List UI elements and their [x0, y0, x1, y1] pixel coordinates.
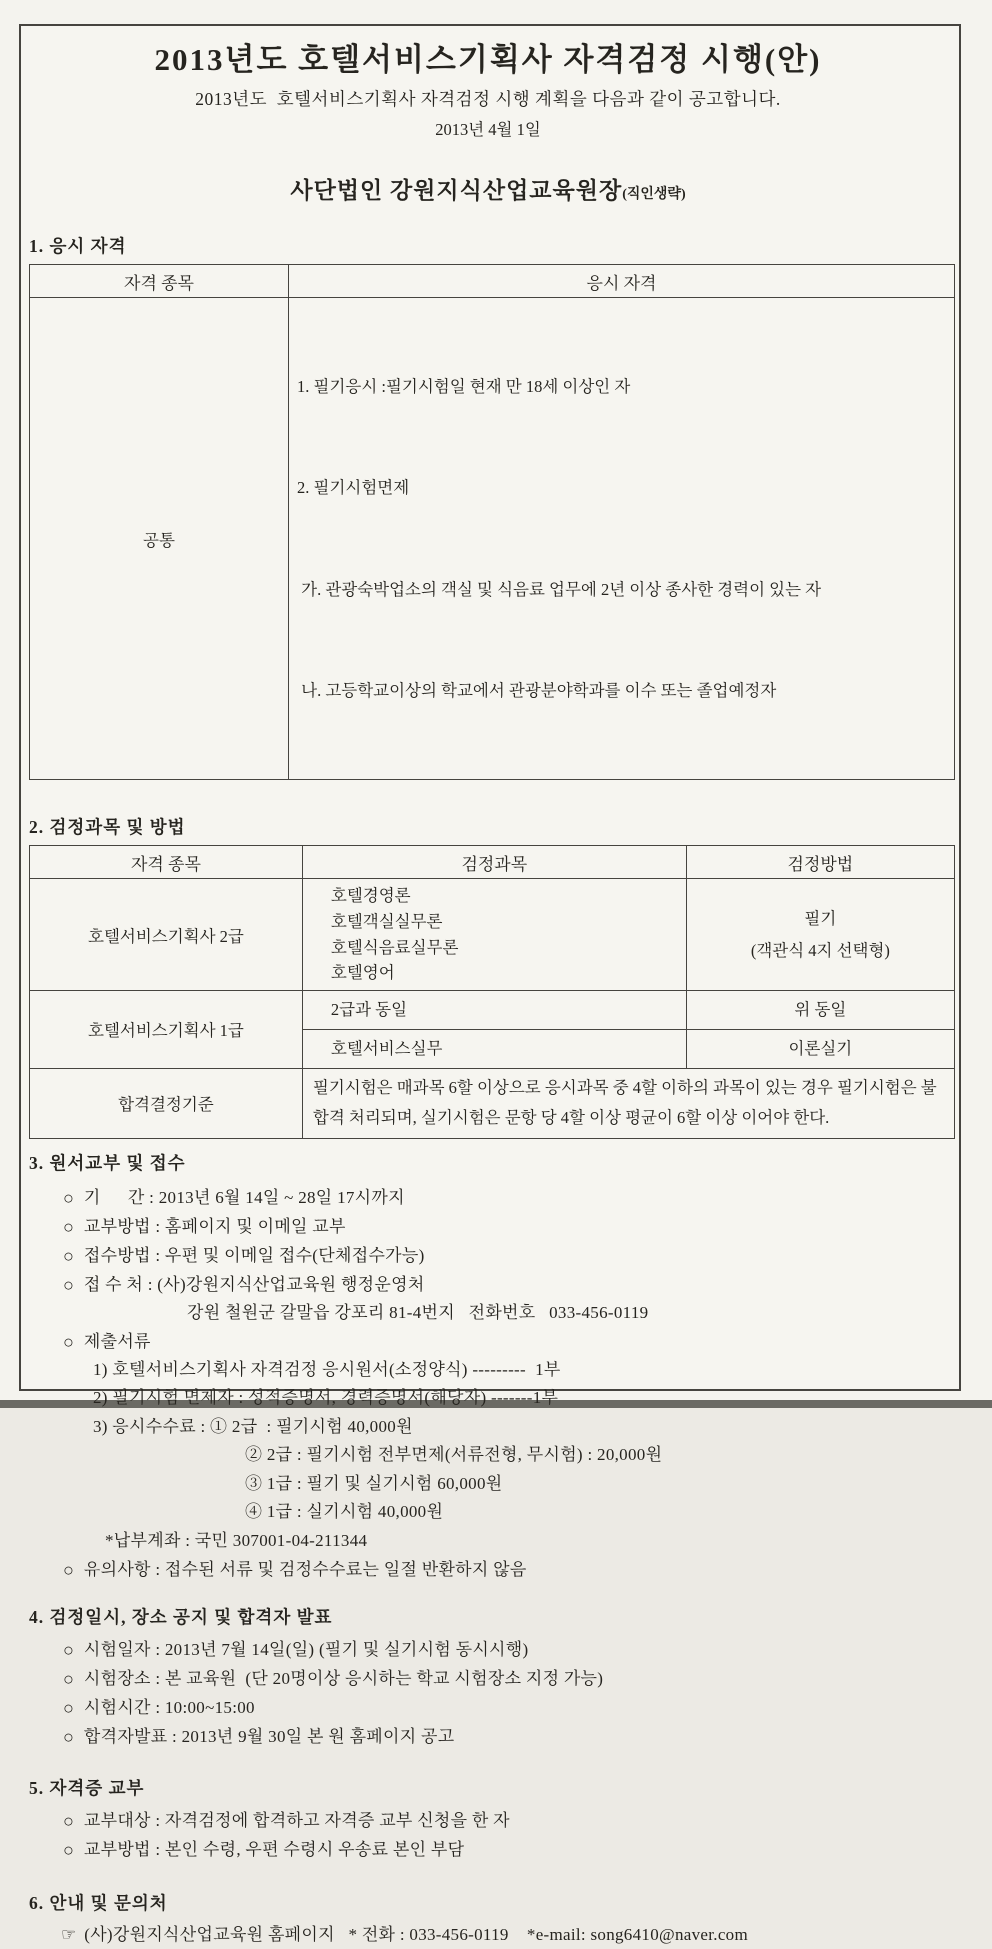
document-line: 2) 필기시험 면제자 : 성적증명서, 경력증명서(해당자) -------1부 [93, 1388, 559, 1408]
eligibility-line: 2. 필기시험면제 [297, 478, 410, 498]
document-subtitle: 2013년도 호텔서비스기획사 자격검정 시행 계획을 다음과 같이 공고합니다. [195, 89, 781, 109]
subject-line: 호텔객실실무론 [330, 911, 443, 931]
list-item-cert-method [63, 1835, 949, 1864]
list-item-notice [63, 1555, 949, 1584]
document-line: 1) 호텔서비스기획사 자격검정 응시원서(소정양식) --------- 1부 [93, 1359, 561, 1379]
header-cell-category: 자격 종목 [30, 265, 289, 298]
fee-line: ④ 1급 : 실기시험 40,000원 [245, 1502, 444, 1522]
section-5-heading: 5. 자격증 교부 [29, 1778, 145, 1799]
cert-method-text: 교부방법 : 본인 수령, 우편 수령시 우송료 본인 부담 [83, 1840, 465, 1860]
document-frame [19, 24, 961, 1945]
table-row-grade2 [30, 879, 955, 990]
notice-text: 유의사항 : 접수된 서류 및 검정수수료는 일절 반환하지 않음 [83, 1560, 527, 1580]
header-cell-method: 검정방법 [686, 846, 954, 879]
list-item-cert-target [63, 1806, 949, 1835]
period-text: 기 간 : 2013년 6월 14일 ~ 28일 17시까지 [83, 1187, 405, 1207]
subject-line: 호텔경영론 [330, 886, 411, 906]
cell-grade1-subject-a: 2급과 동일 [302, 990, 686, 1029]
circle-bullet: ○ [63, 1245, 74, 1266]
cell-eligibility-details [289, 298, 955, 780]
announcement-date: 2013년 4월 1일 [435, 120, 541, 139]
payment-account-line: *납부계좌 : 국민 307001-04-211344 [105, 1530, 368, 1550]
list-item-results [63, 1722, 949, 1751]
cell-grade1-subject-b: 호텔서비스실무 [302, 1029, 686, 1068]
circle-bullet: ○ [63, 1698, 74, 1719]
cell-common-label: 공통 [30, 298, 289, 780]
cell-criteria-label: 합격결정기준 [30, 1068, 303, 1138]
list-item-office [63, 1270, 949, 1299]
circle-bullet: ○ [63, 1640, 74, 1661]
subjects-methods-table [29, 845, 955, 1138]
cert-target-text: 교부대상 : 자격검정에 합격하고 자격증 교부 신청을 한 자 [83, 1811, 510, 1831]
section-4-items [27, 1635, 949, 1751]
office-address-line: 강원 철원군 갈말읍 강포리 81-4번지 전화번호 033-456-0119 [187, 1302, 649, 1322]
subject-line: 호텔영어 [330, 963, 395, 983]
list-item-apply-method [63, 1241, 949, 1270]
circle-bullet: ○ [63, 1811, 74, 1832]
contact-text: (사)강원지식산업교육원 홈페이지 * 전화 : 033-456-0119 *e-mail: song6410@naver.com [84, 1925, 748, 1945]
cell-grade2-subjects [302, 879, 686, 990]
contact-line [61, 1921, 949, 1949]
section-3-heading: 3. 원서교부 및 접수 [29, 1152, 186, 1173]
document-line: 3) 응시수수료 : ① 2급 : 필기시험 40,000원 [93, 1416, 413, 1436]
section-4-heading: 4. 검정일시, 장소 공지 및 합격자 발표 [29, 1607, 333, 1628]
issue-method-text: 교부방법 : 홈페이지 및 이메일 교부 [83, 1216, 346, 1236]
circle-bullet: ○ [63, 1187, 74, 1208]
method-line: (객관식 4지 선택형) [750, 940, 890, 960]
documents-label: 제출서류 [83, 1331, 151, 1351]
header-cell-eligibility: 응시 자격 [289, 265, 955, 298]
eligibility-line: 나. 고등학교이상의 학교에서 관광분야학과를 이수 또는 졸업예정자 [297, 680, 777, 700]
section-1-heading: 1. 응시 자격 [29, 236, 127, 256]
list-item-issue-method [63, 1212, 949, 1241]
cell-grade2-method [686, 879, 954, 990]
circle-bullet: ○ [63, 1727, 74, 1748]
cell-grade1-method-b: 이론실기 [686, 1029, 954, 1068]
circle-bullet: ○ [63, 1274, 74, 1295]
exam-date-text: 시험일자 : 2013년 7월 14일(일) (필기 및 실기시험 동시시행) [83, 1640, 529, 1660]
eligibility-line: 1. 필기응시 :필기시험일 현재 만 18세 이상인 자 [297, 376, 631, 396]
list-item-period [63, 1183, 949, 1212]
table-row [30, 298, 955, 780]
table-header-row [30, 265, 955, 298]
list-item-exam-date [63, 1635, 949, 1664]
circle-bullet: ○ [63, 1840, 74, 1861]
cell-criteria-text: 필기시험은 매과목 6할 이상으로 응시과목 중 4할 이하의 과목이 있는 경우 필기시험은 불합격 처리되며, 실기시험은 문항 당 4할 이상 평균이 6할 이상 이어야 한다. [302, 1068, 954, 1138]
issuer-line [27, 172, 949, 205]
cell-grade1-label: 호텔서비스기획사 1급 [30, 990, 303, 1068]
pointing-hand-icon: ☞ [61, 1925, 77, 1945]
section-6-heading: 6. 안내 및 문의처 [29, 1893, 168, 1914]
cell-grade1-method-a: 위 동일 [686, 990, 954, 1029]
eligibility-line: 가. 관광숙박업소의 객실 및 식음료 업무에 2년 이상 종사한 경력이 있는 자 [297, 579, 822, 599]
table-row-criteria [30, 1068, 955, 1138]
section-5-items [27, 1806, 949, 1864]
exam-place-text: 시험장소 : 본 교육원 (단 20명이상 응시하는 학교 시험장소 지정 가능) [83, 1669, 604, 1689]
document-title: 2013년도 호텔서비스기획사 자격검정 시행(안) [154, 42, 822, 77]
issuer-seal-note: (직인생략) [622, 187, 686, 202]
list-item-exam-time [63, 1693, 949, 1722]
exam-time-text: 시험시간 : 10:00~15:00 [83, 1698, 255, 1718]
fee-line: ② 2급 : 필기시험 전부면제(서류전형, 무시험) : 20,000원 [245, 1445, 663, 1465]
apply-method-text: 접수방법 : 우편 및 이메일 접수(단체접수가능) [83, 1245, 425, 1265]
method-line: 필기 [804, 909, 837, 929]
list-item-exam-place [63, 1664, 949, 1693]
subject-line: 호텔식음료실무론 [330, 937, 459, 957]
results-text: 합격자발표 : 2013년 9월 30일 본 원 홈페이지 공고 [83, 1727, 455, 1747]
fee-line: ③ 1급 : 필기 및 실기시험 60,000원 [245, 1473, 503, 1493]
circle-bullet: ○ [63, 1216, 74, 1237]
cell-grade2-label: 호텔서비스기획사 2급 [30, 879, 303, 990]
section-3-items [27, 1183, 949, 1585]
eligibility-table [29, 264, 955, 780]
table-row-grade1a [30, 990, 955, 1029]
circle-bullet: ○ [63, 1669, 74, 1690]
circle-bullet: ○ [63, 1331, 74, 1352]
table-header-row [30, 846, 955, 879]
section-2-heading: 2. 검정과목 및 방법 [29, 817, 186, 838]
issuer-name: 사단법인 강원지식산업교육원장 [290, 178, 623, 203]
list-item-documents [63, 1327, 949, 1356]
circle-bullet: ○ [63, 1560, 74, 1581]
office-text: 접 수 처 : (사)강원지식산업교육원 행정운영처 [83, 1274, 425, 1294]
header-cell-category: 자격 종목 [30, 846, 303, 879]
header-cell-subjects: 검정과목 [302, 846, 686, 879]
